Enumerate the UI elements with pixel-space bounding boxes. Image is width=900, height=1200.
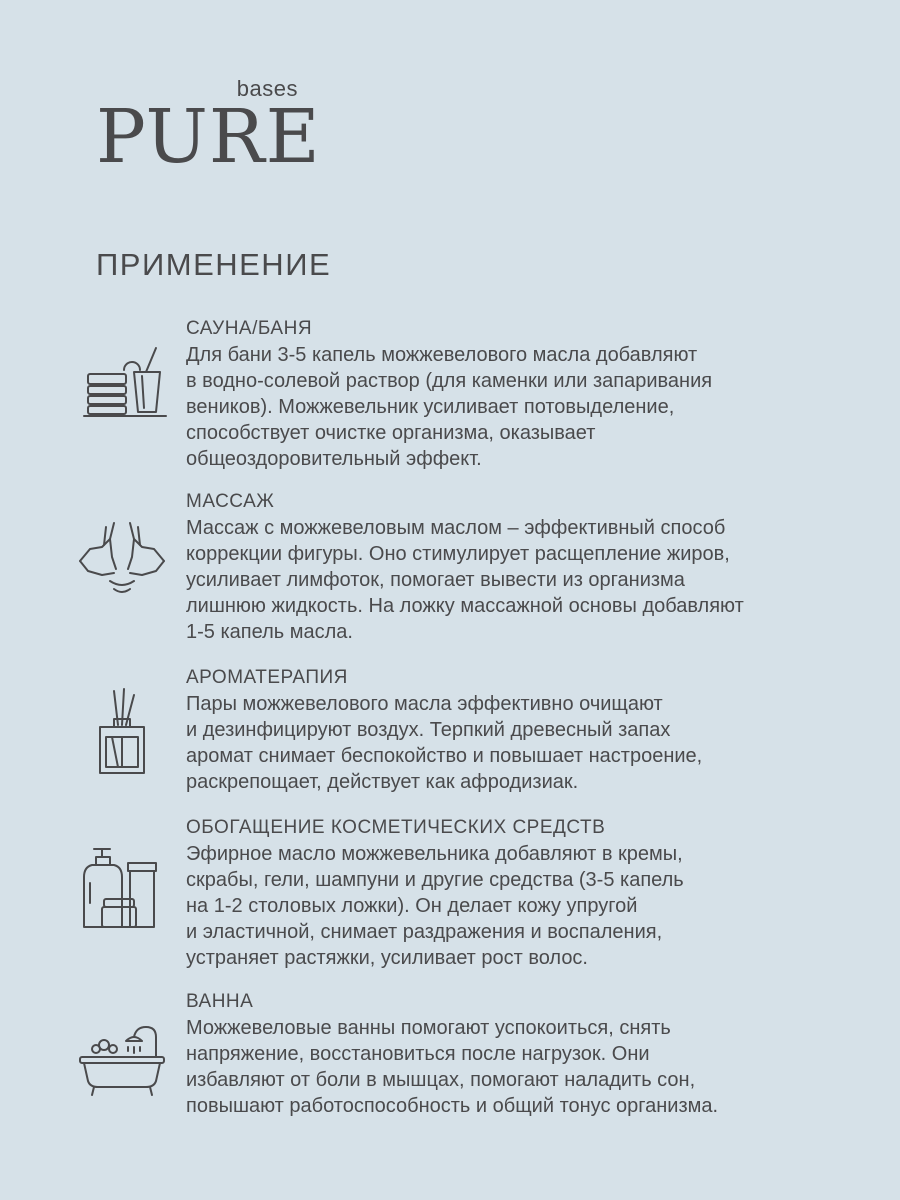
- logo-subtitle: bases: [236, 76, 298, 101]
- section-text-line: скрабы, гели, шампуни и другие средства (3-5 капель: [186, 869, 684, 891]
- aroma-diffuser-icon: [76, 685, 168, 777]
- section-text-line: напряжение, восстановиться после нагрузок. Они: [186, 1043, 650, 1065]
- cosmetics-bottles-icon: [76, 843, 168, 935]
- massage-hands-icon: [76, 509, 168, 601]
- section-text-line: избавляют от боли в мышцах, помогают наладить сон,: [186, 1069, 696, 1091]
- bathtub-icon: [76, 1011, 168, 1103]
- logo-wordmark: PURE: [96, 94, 321, 180]
- section-text-line: способствует очистке организма, оказывает: [186, 422, 596, 444]
- section-text-line: и дезинфицируют воздух. Терпкий древесный запах: [186, 719, 671, 741]
- page-title: ПРИМЕНЕНИЕ: [96, 247, 332, 282]
- section-text-line: и эластичной, снимает раздражения и воспаления,: [186, 921, 663, 943]
- section-text-line: усиливает лимфоток, помогает вывести из организма: [186, 569, 685, 591]
- section-title: АРОМАТЕРАПИЯ: [186, 667, 348, 688]
- section-text-line: аромат снимает беспокойство и повышает настроение,: [186, 745, 703, 767]
- section-text-line: веников). Можжевельник усиливает потовыделение,: [186, 396, 675, 418]
- section-text-line: Для бани 3-5 капель можжевелового масла добавляют: [186, 344, 698, 366]
- section-text-line: раскрепощает, действует как афродизиак.: [186, 771, 579, 793]
- section-title: ВАННА: [186, 991, 254, 1012]
- section-title: МАССАЖ: [186, 491, 275, 512]
- section-text-line: Можжевеловые ванны помогают успокоиться, снять: [186, 1017, 671, 1039]
- section-text-line: Пары можжевелового масла эффективно очищают: [186, 693, 663, 715]
- section-text-line: Массаж с можжевеловым маслом – эффективный способ: [186, 517, 726, 539]
- section-text-line: устраняет растяжки, усиливает рост волос.: [186, 947, 588, 969]
- brand-logo: [96, 76, 321, 180]
- sauna-bucket-icon: [76, 338, 168, 430]
- section-text-line: Эфирное масло можжевельника добавляют в кремы,: [186, 843, 683, 865]
- section-text-line: на 1-2 столовых ложки). Он делает кожу упругой: [186, 895, 638, 917]
- section-title: САУНА/БАНЯ: [186, 318, 313, 339]
- section-text-line: в водно-солевой раствор (для каменки или запаривания: [186, 370, 713, 392]
- section-text-line: 1-5 капель масла.: [186, 621, 353, 643]
- section-title: ОБОГАЩЕНИЕ КОСМЕТИЧЕСКИХ СРЕДСТВ: [186, 817, 606, 838]
- section-text-line: общеоздоровительный эффект.: [186, 448, 482, 470]
- section-text-line: коррекции фигуры. Оно стимулирует расщепление жиров,: [186, 543, 730, 565]
- section-text-line: повышают работоспособность и общий тонус организма.: [186, 1095, 719, 1117]
- section-text-line: лишнюю жидкость. На ложку массажной основы добавляют: [186, 595, 744, 617]
